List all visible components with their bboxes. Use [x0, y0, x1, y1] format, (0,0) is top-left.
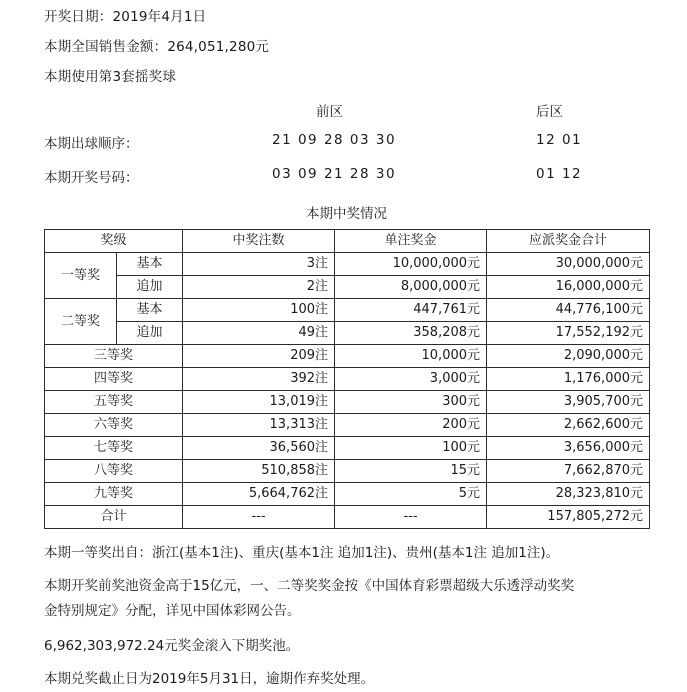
prize-count: 392注: [183, 368, 335, 391]
prize-level: 九等奖: [45, 483, 183, 506]
column-header-level: 奖级: [45, 230, 183, 253]
note-floating-prize-rule-line1: 本期开奖前奖池资金高于15亿元，一、二等奖奖金按《中国体育彩票超级大乐透浮动奖奖: [44, 578, 575, 594]
table-row: [45, 483, 650, 506]
draw-date-line: [44, 8, 649, 26]
prize-level: 六等奖: [45, 414, 183, 437]
front-zone-label: 前区: [316, 104, 343, 120]
prize-level: 合计: [45, 506, 183, 529]
table-header-row: [45, 230, 650, 253]
prize-unit-amount: 200元: [335, 414, 487, 437]
prize-level: 八等奖: [45, 460, 183, 483]
prize-unit-amount: 3,000元: [335, 368, 487, 391]
ball-order-front-numbers: 21 09 28 03 30: [272, 132, 397, 148]
prize-unit-amount: 447,761元: [335, 299, 487, 322]
table-row: [45, 299, 650, 322]
table-row: [45, 437, 650, 460]
prize-count: 2注: [183, 276, 335, 299]
table-row: [45, 253, 650, 276]
table-row: [45, 460, 650, 483]
note-first-prize-origin: 本期一等奖出自：浙江(基本1注)、重庆(基本1注 追加1注)、贵州(基本1注 追加1注)。: [44, 545, 560, 561]
prize-unit-amount: 100元: [335, 437, 487, 460]
table-row: [45, 414, 650, 437]
prize-level: 三等奖: [45, 345, 183, 368]
prize-level: 一等奖: [45, 253, 117, 299]
prize-count: 5,664,762注: [183, 483, 335, 506]
prize-subtype: 追加: [117, 322, 183, 345]
prize-unit-amount: 15元: [335, 460, 487, 483]
prize-total-amount: 3,656,000元: [487, 437, 650, 460]
prize-unit-amount: 10,000,000元: [335, 253, 487, 276]
back-zone-label: 后区: [536, 104, 563, 120]
winning-numbers-label: 本期开奖号码：: [44, 170, 139, 186]
table-row: [45, 276, 650, 299]
table-row: [45, 322, 650, 345]
prize-count: 100注: [183, 299, 335, 322]
prize-count: ---: [183, 506, 335, 529]
table-row: [45, 368, 650, 391]
zone-headers: [44, 100, 649, 124]
prize-total-amount: 7,662,870元: [487, 460, 650, 483]
column-header-total: 应派奖金合计: [487, 230, 650, 253]
machine-line: 本期使用第3套摇奖球: [44, 69, 177, 85]
draw-date-value: 2019年4月1日: [112, 9, 207, 25]
prize-unit-amount: 300元: [335, 391, 487, 414]
sales-amount-line: [44, 38, 649, 56]
prize-total-amount: 2,090,000元: [487, 345, 650, 368]
column-header-count: 中奖注数: [183, 230, 335, 253]
sales-amount-label: 本期全国销售金额：: [44, 39, 168, 55]
prize-count: 13,313注: [183, 414, 335, 437]
prize-table: [44, 229, 650, 529]
note-floating-prize-rule-line2: 金特别规定》分配，详见中国体彩网公告。: [44, 603, 301, 619]
note-claim-deadline: 本期兑奖截止日为2019年5月31日，逾期作弃奖处理。: [44, 671, 375, 687]
column-header-unit: 单注奖金: [335, 230, 487, 253]
prize-count: 36,560注: [183, 437, 335, 460]
prize-total-amount: 28,323,810元: [487, 483, 650, 506]
ball-order-back-numbers: 12 01: [536, 132, 583, 148]
prize-unit-amount: 5元: [335, 483, 487, 506]
table-row-total: [45, 506, 650, 529]
winning-front-numbers: 03 09 21 28 30: [272, 166, 397, 182]
prize-total-amount: 16,000,000元: [487, 276, 650, 299]
winning-numbers-row: [44, 160, 649, 194]
prize-count: 13,019注: [183, 391, 335, 414]
prize-total-amount: 1,176,000元: [487, 368, 650, 391]
prize-total-amount: 157,805,272元: [487, 506, 650, 529]
ball-order-label: 本期出球顺序：: [44, 136, 139, 152]
prize-total-amount: 17,552,192元: [487, 322, 650, 345]
sales-amount-value: 264,051,280元: [167, 39, 270, 55]
prize-level: 四等奖: [45, 368, 183, 391]
prize-subtype: 基本: [117, 299, 183, 322]
prize-count: 49注: [183, 322, 335, 345]
prize-table-title: 本期中奖情况: [306, 206, 387, 222]
table-row: [45, 345, 650, 368]
footnotes: [44, 541, 649, 692]
prize-total-amount: 30,000,000元: [487, 253, 650, 276]
prize-total-amount: 2,662,600元: [487, 414, 650, 437]
winning-back-numbers: 01 12: [536, 166, 583, 182]
prize-count: 510,858注: [183, 460, 335, 483]
prize-unit-amount: 358,208元: [335, 322, 487, 345]
prize-count: 209注: [183, 345, 335, 368]
prize-subtype: 追加: [117, 276, 183, 299]
prize-unit-amount: ---: [335, 506, 487, 529]
draw-date-label: 开奖日期：: [44, 9, 113, 25]
prize-unit-amount: 10,000元: [335, 345, 487, 368]
note-floating-prize-rule: [44, 574, 649, 624]
prize-subtype: 基本: [117, 253, 183, 276]
prize-level: 二等奖: [45, 299, 117, 345]
prize-total-amount: 44,776,100元: [487, 299, 650, 322]
prize-total-amount: 3,905,700元: [487, 391, 650, 414]
table-row: [45, 391, 650, 414]
prize-level: 五等奖: [45, 391, 183, 414]
note-rollover-pool: 6,962,303,972.24元奖金滚入下期奖池。: [44, 638, 300, 654]
prize-level: 七等奖: [45, 437, 183, 460]
prize-unit-amount: 8,000,000元: [335, 276, 487, 299]
prize-count: 3注: [183, 253, 335, 276]
ball-order-row: [44, 126, 649, 160]
